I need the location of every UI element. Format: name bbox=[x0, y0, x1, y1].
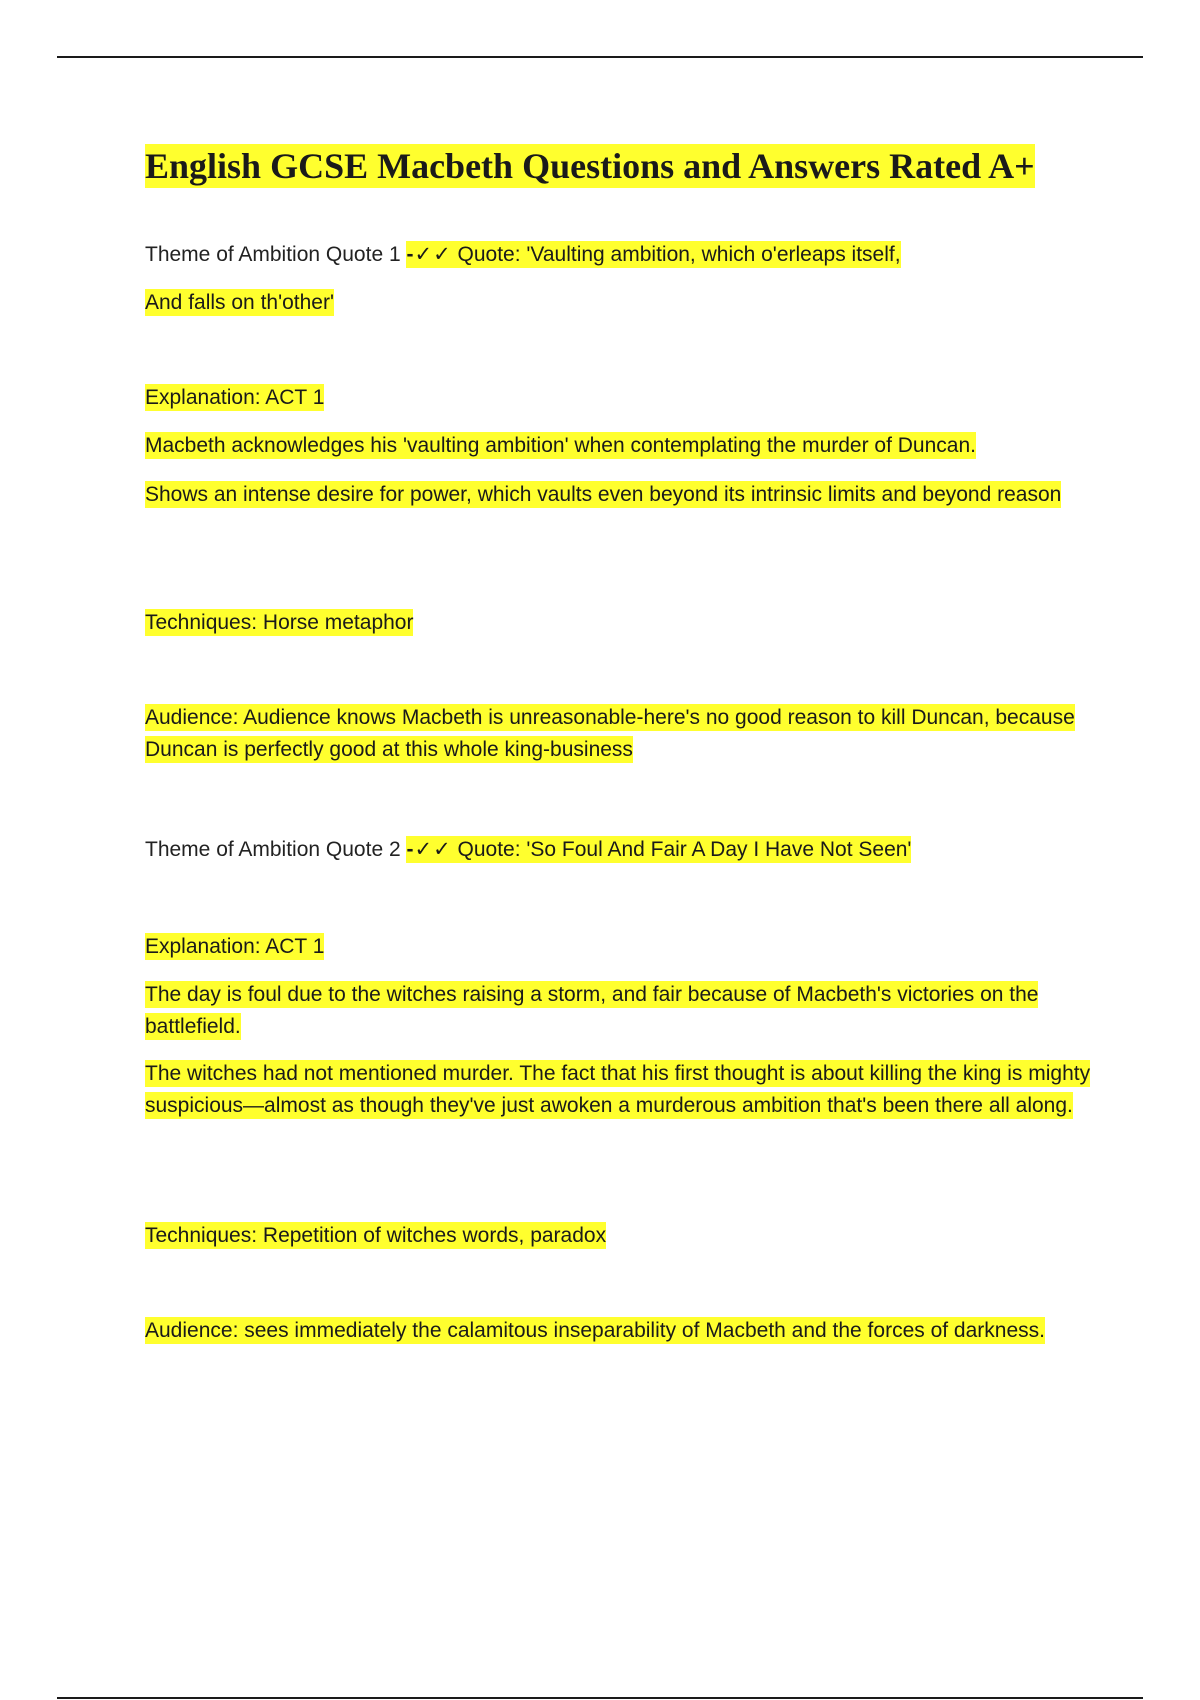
q2-techniques: Techniques: Repetition of witches words, paradox bbox=[145, 1224, 607, 1247]
q2-explanation-paragraph-2: The witches had not mentioned murder. The fact that his first thought is about killing the king is mighty suspicious—almost as though they've just awoken a murderous ambition that's been there all along. bbox=[145, 1062, 1091, 1117]
q2-quote-text: Quote: 'So Foul And Fair A Day I Have Not Seen' bbox=[451, 838, 912, 861]
q1-label: Theme of Ambition Quote 1 bbox=[145, 243, 407, 266]
q2-audience: Audience: sees immediately the calamitous inseparability of Macbeth and the forces of darkness. bbox=[145, 1319, 1045, 1342]
q1-audience: Audience: Audience knows Macbeth is unreasonable-here's no good reason to kill Duncan, because Duncan is perfectly good at this whole king-business bbox=[145, 706, 1075, 761]
q1-check-marker: -✓✓ bbox=[406, 243, 452, 266]
q2-explanation-heading: Explanation: ACT 1 bbox=[145, 935, 325, 958]
q1-quote-text: Quote: 'Vaulting ambition, which o'erleaps itself, bbox=[451, 243, 901, 266]
q1-techniques: Techniques: Horse metaphor bbox=[145, 611, 414, 634]
q1-explanation-paragraph-2: Shows an intense desire for power, which vaults even beyond its intrinsic limits and beyond reason bbox=[145, 483, 1062, 506]
q2-quote-line-1 bbox=[145, 834, 911, 866]
q1-explanation-paragraph-1: Macbeth acknowledges his 'vaulting ambition' when contemplating the murder of Duncan. bbox=[145, 434, 976, 457]
document-title: English GCSE Macbeth Questions and Answers Rated A+ bbox=[145, 146, 1035, 186]
q1-quote-line-1 bbox=[145, 239, 901, 271]
q1-explanation-heading: Explanation: ACT 1 bbox=[145, 386, 325, 409]
q2-check-marker: -✓✓ bbox=[406, 838, 452, 861]
bottom-rule bbox=[57, 1697, 1143, 1699]
q2-label: Theme of Ambition Quote 2 bbox=[145, 838, 407, 861]
q1-quote-line-2: And falls on th'other' bbox=[145, 291, 334, 314]
q2-explanation-paragraph-1: The day is foul due to the witches raising a storm, and fair because of Macbeth's victories on the battlefield. bbox=[145, 983, 1039, 1038]
top-rule bbox=[57, 56, 1143, 58]
